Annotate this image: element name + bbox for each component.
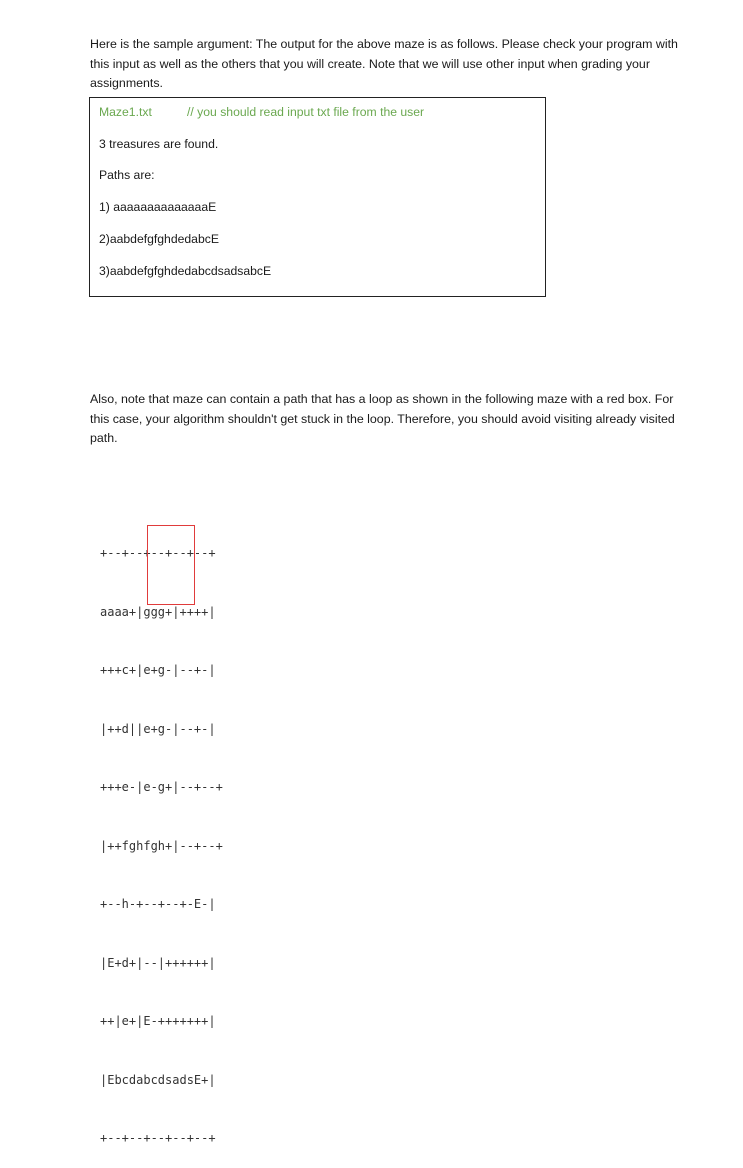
input-file-comment: // you should read input txt file from the user [187, 105, 425, 119]
maze-row: +--h-+--+--+-E-| [100, 897, 216, 911]
intro-paragraph: Here is the sample argument: The output for the above maze is as follows. Please check your program with this input as well as the others that you will create. Note that we will use other input when grading your assignments. [90, 37, 678, 90]
maze-row: +--+--+--+--+--+ [100, 546, 216, 560]
maze-row: +++c+|e+g-|--+-| [100, 663, 216, 677]
loop-note-paragraph: Also, note that maze can contain a path that has a loop as shown in the following maze with a red box. For this case, your algorithm shouldn't get stuck in the loop. Therefore, you should avoid visiting already visited path. [90, 392, 675, 445]
maze-row: +++e-|e-g+|--+--+ [100, 780, 223, 794]
path-item-1: 1) aaaaaaaaaaaaaaE [99, 200, 217, 214]
sample-output-box [89, 97, 546, 297]
maze-row: ++|e+|E-+++++++| [100, 1014, 216, 1028]
maze-row: |E+d+|--|++++++| [100, 955, 216, 970]
maze-row: +--+--+--+--+--+ [100, 1131, 216, 1145]
paths-title: Paths are: [99, 168, 155, 182]
treasures-found-line: 3 treasures are found. [99, 137, 219, 151]
maze-row: |EbcdabcdsadsE+| [100, 1072, 216, 1087]
path-item-3: 3)aabdefgfghdedabcdsadsabcE [99, 264, 272, 278]
path-item-2: 2)aabdefgfghdedabcE [99, 232, 219, 246]
loop-highlight-box [147, 525, 195, 605]
maze-row: aaaa+|ggg+|++++| [100, 604, 216, 619]
input-file-line [99, 104, 425, 120]
maze-row: |++d||e+g-|--+-| [100, 721, 216, 736]
maze-row: |++fghfgh+|--+--+ [100, 838, 223, 853]
input-file-name: Maze1.txt [99, 105, 152, 119]
